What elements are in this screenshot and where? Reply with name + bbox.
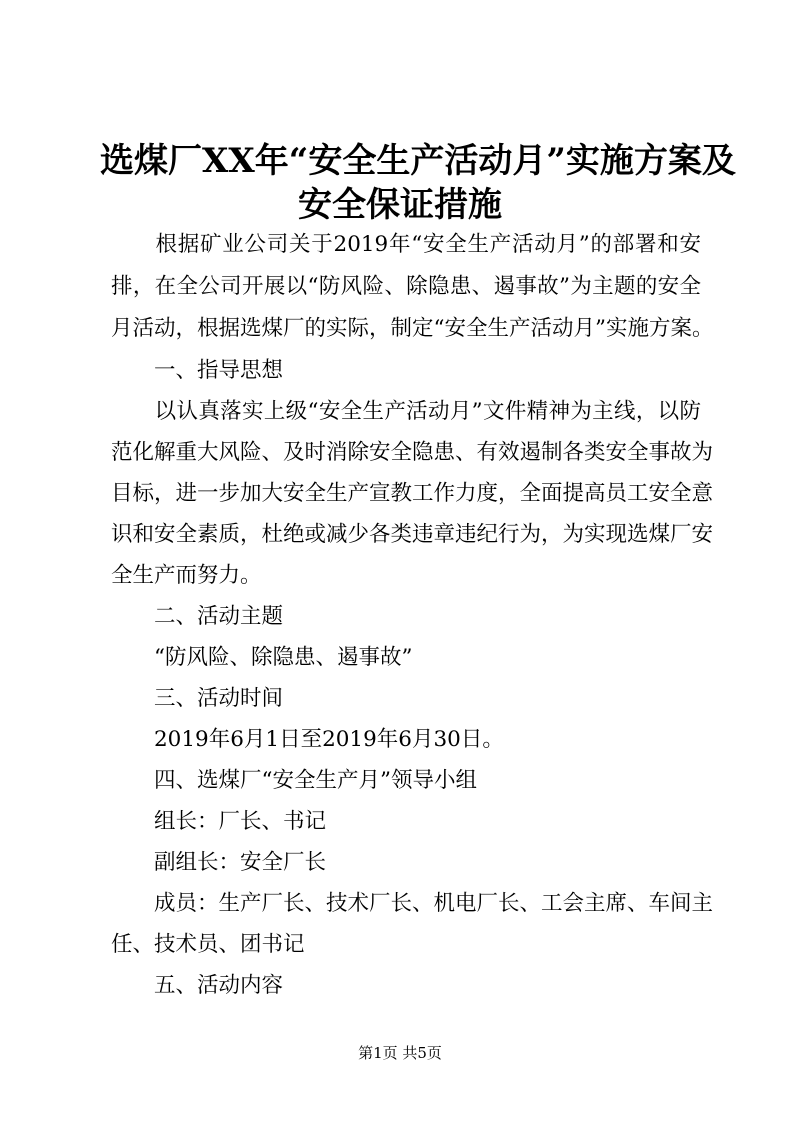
paragraph-line: 目标，进一步加大安全生产宣教工作力度，全面提高员工安全意 <box>111 481 714 506</box>
paragraph-line: 以认真落实上级“安全生产活动月”文件精神为主线，以防 <box>111 399 701 424</box>
paragraph-line: 排，在全公司开展以“防风险、除隐患、遏事故”为主题的安全 <box>111 274 701 299</box>
activity-theme-text: “防风险、除隐患、遏事故” <box>111 645 413 670</box>
paragraph-line: 全生产而努力。 <box>111 563 262 588</box>
section-heading-activity-content: 五、活动内容 <box>111 973 284 998</box>
deputy-leader-text: 副组长：安全厂长 <box>111 850 327 875</box>
document-title-line-2: 安全保证措施 <box>298 185 502 225</box>
activity-time-text: 2019年6月1日至2019年6月30日。 <box>111 727 504 752</box>
paragraph-line: 任、技术员、团书记 <box>111 932 305 957</box>
paragraph-line: 识和安全素质，杜绝或减少各类违章违纪行为，为实现选煤厂安 <box>111 522 714 547</box>
leader-text: 组长：厂长、书记 <box>111 809 327 834</box>
page-footer: 第1页 共5页 <box>358 1044 442 1062</box>
section-heading-activity-time: 三、活动时间 <box>111 686 284 711</box>
paragraph-line: 月活动，根据选煤厂的实际，制定“安全生产活动月”实施方案。 <box>111 316 714 341</box>
section-heading-activity-theme: 二、活动主题 <box>111 604 284 629</box>
document-title-line-1: 选煤厂XX年“安全生产活动月”实施方案及 <box>100 141 736 181</box>
paragraph-line: 成员：生产厂长、技术厂长、机电厂长、工会主席、车间主 <box>111 891 714 916</box>
paragraph-line: 范化解重大风险、及时消除安全隐患、有效遏制各类安全事故为 <box>111 440 714 465</box>
paragraph-line: 根据矿业公司关于2019年“安全生产活动月”的部署和安 <box>111 232 701 257</box>
section-heading-guiding-ideology: 一、指导思想 <box>111 358 284 383</box>
section-heading-leadership-group: 四、选煤厂“安全生产月”领导小组 <box>111 768 477 793</box>
